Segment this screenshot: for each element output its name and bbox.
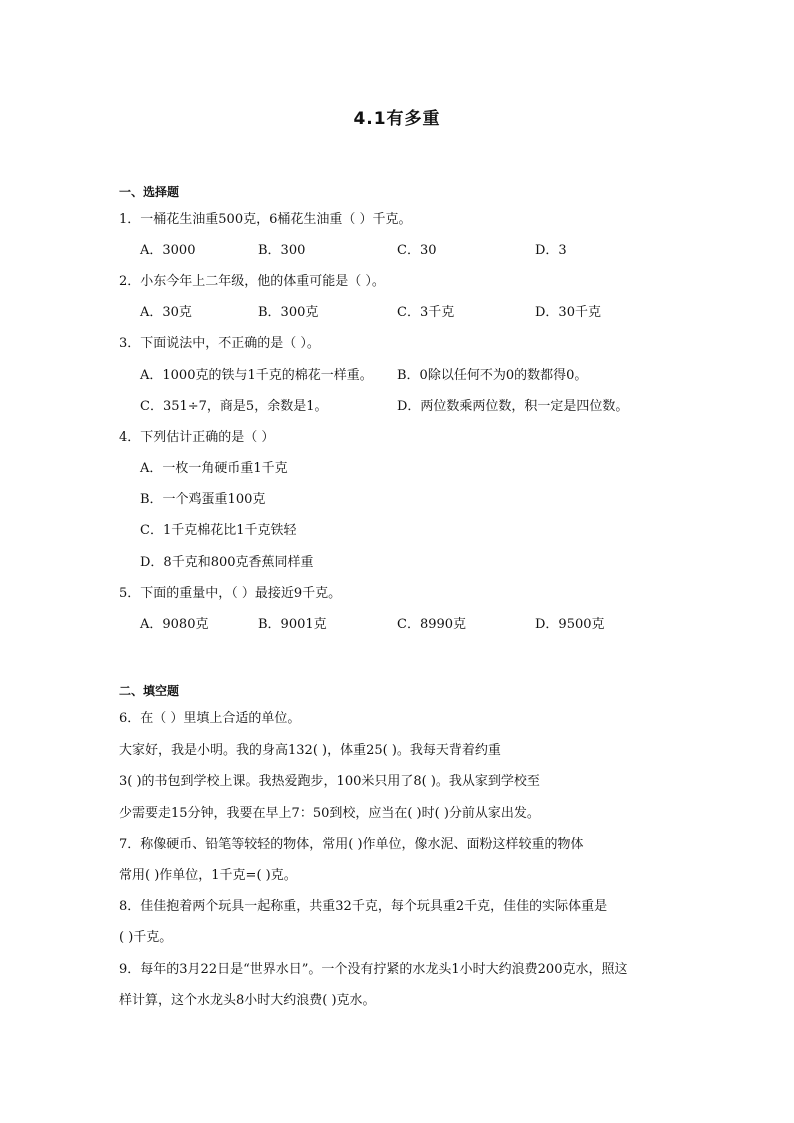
question-4-option-c: C．1千克棉花比1千克铁轻 — [140, 523, 297, 538]
question-6-line-3: 少需要走15分钟，我要在早上7：50到校，应当在( )时( )分前从家出发。 — [119, 806, 540, 821]
question-2-option-d: D．30千克 — [535, 305, 601, 320]
question-8-line-1: 8．佳佳抱着两个玩具一起称重，共重32千克，每个玩具重2千克，佳佳的实际体重是 — [119, 899, 608, 914]
question-9-line-2: 样计算，这个水龙头8小时大约浪费( )克水。 — [119, 993, 376, 1008]
question-2-option-b: B．300克 — [258, 305, 319, 320]
question-5-stem: 5．下面的重量中，（ ）最接近9千克。 — [119, 586, 342, 601]
question-5-option-c: C．8990克 — [397, 617, 467, 632]
question-5-option-d: D．9500克 — [535, 617, 605, 632]
question-7-line-2: 常用( )作单位，1千克=( )克。 — [119, 868, 297, 883]
question-2-option-c: C．3千克 — [397, 305, 455, 320]
question-2-option-a: A．30克 — [140, 305, 192, 320]
question-1-option-d: D．3 — [535, 243, 567, 258]
question-2-stem: 2．小东今年上二年级，他的体重可能是（ ）。 — [119, 274, 385, 289]
section-heading-fill: 二、填空题 — [119, 684, 180, 698]
question-1-stem: 1．一桶花生油重500克，6桶花生油重（ ）千克。 — [119, 212, 412, 227]
question-4-option-d: D．8千克和800克香蕉同样重 — [140, 555, 314, 570]
question-1-option-a: A．3000 — [140, 243, 196, 258]
question-3-stem: 3．下面说法中，不正确的是（ ）。 — [119, 336, 320, 351]
question-3-option-a: A．1000克的铁与1千克的棉花一样重。 — [140, 368, 373, 383]
question-6-line-1: 大家好，我是小明。我的身高132( )，体重25( )。我每天背着约重 — [119, 743, 501, 758]
question-8-line-2: ( )千克。 — [119, 930, 173, 945]
question-7-line-1: 7．称像硬币、铅笔等较轻的物体，常用( )作单位，像水泥、面粉这样较重的物体 — [119, 837, 584, 852]
page-title: 4.1有多重 — [353, 109, 441, 129]
question-3-option-d: D．两位数乘两位数，积一定是四位数。 — [397, 399, 629, 414]
question-1-option-b: B．300 — [258, 243, 306, 258]
question-4-option-a: A．一枚一角硬币重1千克 — [140, 461, 288, 476]
question-5-option-b: B．9001克 — [258, 617, 327, 632]
question-5-option-a: A．9080克 — [140, 617, 209, 632]
question-6-line-2: 3( )的书包到学校上课。我热爱跑步，100米只用了8( )。我从家到学校至 — [119, 774, 540, 789]
question-3-option-b: B．0除以任何不为0的数都得0。 — [397, 368, 588, 383]
section-heading-choice: 一、选择题 — [119, 185, 180, 199]
question-9-line-1: 9．每年的3月22日是“世界水日”。一个没有拧紧的水龙头1小时大约浪费200克水，照这 — [119, 962, 628, 977]
question-1-option-c: C．30 — [397, 243, 437, 258]
question-4-stem: 4．下列估计正确的是（ ） — [119, 430, 275, 445]
question-4-option-b: B．一个鸡蛋重100克 — [140, 492, 266, 507]
question-3-option-c: C．351÷7，商是5，余数是1。 — [140, 399, 328, 414]
question-6-stem: 6．在（ ）里填上合适的单位。 — [119, 711, 301, 726]
